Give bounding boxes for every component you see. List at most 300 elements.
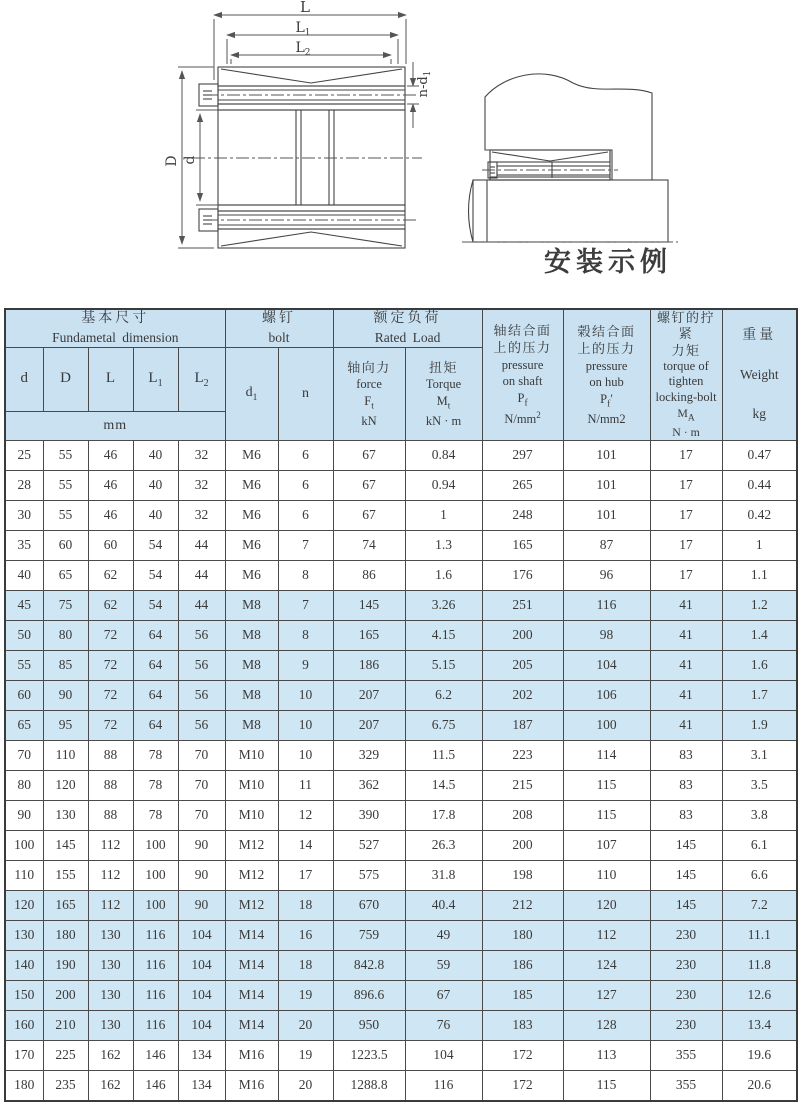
drawing-area	[0, 0, 800, 300]
table-cell: 44	[178, 590, 225, 620]
phub-unit: N/mm2	[587, 411, 626, 426]
table-cell: 83	[650, 740, 722, 770]
table-row	[5, 590, 797, 620]
table-cell: 16	[278, 920, 333, 950]
table-cell: 165	[482, 530, 563, 560]
table-cell: 116	[133, 920, 178, 950]
table-cell: 0.47	[722, 440, 797, 470]
table-cell: 110	[43, 740, 88, 770]
table-cell: 1.1	[722, 560, 797, 590]
table-cell: 112	[563, 920, 650, 950]
table-row	[5, 650, 797, 680]
table-cell: 670	[333, 890, 405, 920]
table-cell: 1.3	[405, 530, 482, 560]
table-cell: 3.8	[722, 800, 797, 830]
table-cell: 297	[482, 440, 563, 470]
table-cell: 55	[43, 500, 88, 530]
header-rated-en: Rated Load	[374, 329, 441, 345]
table-cell: 90	[178, 860, 225, 890]
table-cell: 11.5	[405, 740, 482, 770]
torque-en: Torque	[425, 377, 462, 392]
table-cell: 842.8	[333, 950, 405, 980]
table-cell: 44	[178, 560, 225, 590]
table-cell: 215	[482, 770, 563, 800]
pshaft-en1: pressure	[501, 357, 544, 372]
table-cell: 527	[333, 830, 405, 860]
table-cell: 75	[43, 590, 88, 620]
shaft-section	[462, 180, 678, 242]
table-cell: 208	[482, 800, 563, 830]
table-cell: 130	[88, 980, 133, 1010]
table-cell: 65	[5, 710, 43, 740]
table-cell: 3.5	[722, 770, 797, 800]
table-cell: 10	[278, 680, 333, 710]
table-cell: 128	[563, 1010, 650, 1040]
table-cell: 90	[178, 890, 225, 920]
table-cell: 60	[88, 530, 133, 560]
table-cell: 146	[133, 1070, 178, 1101]
row-group-4	[5, 890, 797, 1040]
table-cell: M6	[225, 560, 278, 590]
table-cell: 104	[405, 1040, 482, 1070]
table-cell: 83	[650, 800, 722, 830]
table-cell: 20	[278, 1070, 333, 1101]
table-cell: 3.26	[405, 590, 482, 620]
table-cell: 0.84	[405, 440, 482, 470]
table-cell: M14	[225, 920, 278, 950]
dimension-label-L: L	[300, 0, 310, 16]
table-cell: 41	[650, 620, 722, 650]
table-cell: 46	[88, 500, 133, 530]
table-cell: 18	[278, 890, 333, 920]
table-cell: 172	[482, 1070, 563, 1101]
table-cell: 6	[278, 440, 333, 470]
table-cell: M12	[225, 860, 278, 890]
table-cell: 127	[563, 980, 650, 1010]
table-cell: 30	[5, 500, 43, 530]
table-cell: 1288.8	[333, 1070, 405, 1101]
table-cell: 104	[178, 950, 225, 980]
installation-view-drawing	[462, 74, 678, 278]
table-cell: 80	[5, 770, 43, 800]
table-cell: 1	[722, 530, 797, 560]
table-row	[5, 770, 797, 800]
table-cell: 13.4	[722, 1010, 797, 1040]
table-cell: 59	[405, 950, 482, 980]
table-row	[5, 980, 797, 1010]
table-cell: 9	[278, 650, 333, 680]
table-cell: 251	[482, 590, 563, 620]
table-cell: 100	[563, 710, 650, 740]
table-row	[5, 1010, 797, 1040]
table-cell: 8	[278, 560, 333, 590]
table-cell: M8	[225, 590, 278, 620]
dimension-label-D: D	[164, 155, 180, 167]
header-col-D: D	[43, 348, 88, 412]
table-cell: 10	[278, 710, 333, 740]
table-cell: 172	[482, 1040, 563, 1070]
table-cell: 355	[650, 1070, 722, 1101]
table-cell: 146	[133, 1040, 178, 1070]
table-row	[5, 620, 797, 650]
table-cell: 124	[563, 950, 650, 980]
table-cell: 100	[5, 830, 43, 860]
ma-symbol: $M_A$	[677, 405, 695, 423]
table-cell: 17	[650, 500, 722, 530]
table-cell: 67	[333, 470, 405, 500]
table-row	[5, 740, 797, 770]
table-cell: 101	[563, 470, 650, 500]
table-cell: 72	[88, 650, 133, 680]
table-cell: 17	[650, 530, 722, 560]
table-row	[5, 950, 797, 980]
table-cell: 32	[178, 470, 225, 500]
installation-caption: 安装示例	[544, 247, 672, 278]
table-cell: 186	[482, 950, 563, 980]
table-cell: 72	[88, 680, 133, 710]
table-cell: 223	[482, 740, 563, 770]
force-en: force	[356, 377, 382, 392]
table-cell: 575	[333, 860, 405, 890]
force-zh: 轴向力	[347, 359, 391, 375]
bore	[218, 110, 405, 205]
table-cell: 40	[133, 470, 178, 500]
ma-zh2: 力矩	[671, 342, 701, 358]
table-cell: 11.8	[722, 950, 797, 980]
table-cell: 183	[482, 1010, 563, 1040]
table-cell: 116	[563, 590, 650, 620]
table-cell: 162	[88, 1040, 133, 1070]
table-row	[5, 560, 797, 590]
table-cell: 67	[333, 440, 405, 470]
row-group-1	[5, 440, 797, 590]
table-cell: 130	[88, 920, 133, 950]
table-cell: 6.1	[722, 830, 797, 860]
table-cell: 116	[133, 980, 178, 1010]
table-cell: 100	[133, 860, 178, 890]
table-cell: 76	[405, 1010, 482, 1040]
table-cell: 78	[133, 740, 178, 770]
table-row	[5, 800, 797, 830]
row-group-2	[5, 590, 797, 740]
table-cell: 17	[650, 440, 722, 470]
table-cell: M16	[225, 1070, 278, 1101]
header-col-L1: $L_1$	[133, 348, 178, 412]
header-weight	[722, 309, 797, 440]
table-cell: 1.6	[722, 650, 797, 680]
dimension-label-d: d	[182, 155, 198, 165]
table-cell: 60	[5, 680, 43, 710]
table-cell: 390	[333, 800, 405, 830]
table-cell: 35	[5, 530, 43, 560]
weight-unit: kg	[752, 406, 767, 422]
table-cell: 0.42	[722, 500, 797, 530]
header-col-n: n	[278, 348, 333, 441]
table-cell: 56	[178, 620, 225, 650]
table-cell: 187	[482, 710, 563, 740]
table-cell: 116	[133, 950, 178, 980]
table-cell: 54	[133, 590, 178, 620]
table-cell: 72	[88, 710, 133, 740]
table-cell: 54	[133, 560, 178, 590]
table-cell: 0.94	[405, 470, 482, 500]
table-cell: 17	[650, 470, 722, 500]
row-group-3	[5, 740, 797, 890]
ma-en1: torque of	[663, 358, 709, 373]
table-cell: 64	[133, 680, 178, 710]
header-col-L: L	[88, 348, 133, 412]
dimension-d	[182, 110, 218, 205]
table-cell: 180	[5, 1070, 43, 1101]
table-cell: M6	[225, 500, 278, 530]
table-row	[5, 440, 797, 470]
ma-en2: tighten	[668, 374, 704, 389]
header-mm-unit: mm	[5, 411, 225, 440]
dimension-L2	[231, 40, 391, 64]
table-cell: 70	[178, 770, 225, 800]
table-cell: 207	[333, 680, 405, 710]
table-cell: 95	[43, 710, 88, 740]
table-cell: 235	[43, 1070, 88, 1101]
table-cell: M8	[225, 620, 278, 650]
table-cell: 25	[5, 440, 43, 470]
table-cell: 205	[482, 650, 563, 680]
table-cell: 113	[563, 1040, 650, 1070]
table-cell: 90	[5, 800, 43, 830]
table-cell: 180	[43, 920, 88, 950]
phub-symbol: $P_f'$	[600, 391, 613, 410]
ma-unit: N · m	[672, 424, 700, 439]
table-cell: 120	[563, 890, 650, 920]
dimension-label-L1: $L_1$	[295, 20, 311, 38]
table-row	[5, 680, 797, 710]
table-cell: 248	[482, 500, 563, 530]
table-cell: 207	[333, 710, 405, 740]
table-cell: 212	[482, 890, 563, 920]
table-cell: 11	[278, 770, 333, 800]
header-basic-dimension	[5, 309, 225, 348]
table-cell: 115	[563, 1070, 650, 1101]
table-cell: 90	[43, 680, 88, 710]
table-cell: 56	[178, 650, 225, 680]
table-cell: 32	[178, 500, 225, 530]
header-bolt-en: bolt	[268, 329, 290, 345]
table-cell: 8	[278, 620, 333, 650]
table-cell: M14	[225, 1010, 278, 1040]
header-pressure-on-shaft	[482, 309, 563, 440]
table-cell: 46	[88, 470, 133, 500]
table-cell: 120	[43, 770, 88, 800]
table-cell: 67	[333, 500, 405, 530]
table-cell: 88	[88, 740, 133, 770]
header-bolt-zh: 螺钉	[262, 311, 297, 327]
table-cell: 0.44	[722, 470, 797, 500]
table-cell: M12	[225, 890, 278, 920]
table-cell: 80	[43, 620, 88, 650]
table-cell: 20.6	[722, 1070, 797, 1101]
table-cell: 19.6	[722, 1040, 797, 1070]
dimension-L	[214, 0, 406, 80]
table-cell: 112	[88, 890, 133, 920]
table-cell: 45	[5, 590, 43, 620]
sectional-view-drawing	[164, 0, 433, 248]
table-cell: 230	[650, 920, 722, 950]
table-row	[5, 470, 797, 500]
table-cell: 50	[5, 620, 43, 650]
table-cell: 55	[43, 470, 88, 500]
table-cell: 6.75	[405, 710, 482, 740]
table-cell: 88	[88, 800, 133, 830]
table-cell: 44	[178, 530, 225, 560]
table-cell: 120	[5, 890, 43, 920]
header-rated-zh: 额定负荷	[373, 311, 442, 327]
table-cell: 170	[5, 1040, 43, 1070]
header-tightening-torque	[650, 309, 722, 440]
table-cell: 110	[563, 860, 650, 890]
table-cell: 155	[43, 860, 88, 890]
table-cell: 67	[405, 980, 482, 1010]
table-cell: 86	[333, 560, 405, 590]
table-cell: 18	[278, 950, 333, 980]
table-cell: 114	[563, 740, 650, 770]
table-cell: 230	[650, 980, 722, 1010]
table-cell: 40	[5, 560, 43, 590]
table-cell: 40.4	[405, 890, 482, 920]
table-row	[5, 1070, 797, 1101]
table-cell: 60	[43, 530, 88, 560]
table-cell: 200	[482, 830, 563, 860]
pshaft-unit: $N/mm^2$	[504, 409, 541, 427]
table-cell: 6.6	[722, 860, 797, 890]
phub-en2: on hub	[589, 375, 624, 390]
table-cell: 104	[563, 650, 650, 680]
table-cell: 14.5	[405, 770, 482, 800]
table-row	[5, 530, 797, 560]
table-cell: 130	[5, 920, 43, 950]
header-rated-load	[333, 309, 482, 348]
phub-en1: pressure	[585, 358, 628, 373]
table-cell: 41	[650, 710, 722, 740]
table-cell: 40	[133, 440, 178, 470]
header-bolt	[225, 309, 333, 348]
table-cell: 74	[333, 530, 405, 560]
table-cell: 1.9	[722, 710, 797, 740]
table-cell: 200	[43, 980, 88, 1010]
table-cell: M8	[225, 680, 278, 710]
table-cell: 64	[133, 620, 178, 650]
table-cell: 165	[43, 890, 88, 920]
phub-zh1: 榖结合面	[577, 323, 636, 339]
table-cell: M10	[225, 800, 278, 830]
table-cell: 83	[650, 770, 722, 800]
table-cell: 101	[563, 500, 650, 530]
table-row	[5, 1040, 797, 1070]
table-row	[5, 860, 797, 890]
table-cell: 210	[43, 1010, 88, 1040]
table-cell: M10	[225, 770, 278, 800]
table-cell: 41	[650, 590, 722, 620]
table-cell: 4.15	[405, 620, 482, 650]
table-cell: M8	[225, 650, 278, 680]
table-cell: 46	[88, 440, 133, 470]
table-row	[5, 830, 797, 860]
table-cell: 64	[133, 710, 178, 740]
table-cell: 110	[5, 860, 43, 890]
table-cell: 130	[88, 950, 133, 980]
row-group-5	[5, 1040, 797, 1101]
table-cell: 12.6	[722, 980, 797, 1010]
spec-table	[4, 308, 798, 1102]
table-cell: 225	[43, 1040, 88, 1070]
header-col-d1: $d_1$	[225, 348, 278, 441]
table-cell: 115	[563, 770, 650, 800]
pshaft-symbol: $P_f$	[517, 390, 528, 409]
table-cell: 78	[133, 770, 178, 800]
table-cell: 88	[88, 770, 133, 800]
table-cell: 64	[133, 650, 178, 680]
table-cell: 6	[278, 470, 333, 500]
table-cell: 55	[43, 440, 88, 470]
table-cell: 116	[405, 1070, 482, 1101]
header-basic-en: Fundametal dimension	[52, 329, 179, 345]
table-cell: 230	[650, 1010, 722, 1040]
header-col-torque	[405, 348, 482, 441]
table-cell: 165	[333, 620, 405, 650]
table-cell: 104	[178, 920, 225, 950]
table-cell: 145	[333, 590, 405, 620]
table-cell: 70	[178, 800, 225, 830]
table-cell: 19	[278, 980, 333, 1010]
table-cell: 49	[405, 920, 482, 950]
table-cell: 106	[563, 680, 650, 710]
table-cell: 100	[133, 830, 178, 860]
table-cell: 265	[482, 470, 563, 500]
table-cell: 950	[333, 1010, 405, 1040]
table-cell: 202	[482, 680, 563, 710]
ma-zh1: 螺钉的拧紧	[657, 310, 716, 342]
pshaft-zh2: 上的压力	[493, 340, 552, 356]
table-cell: 115	[563, 800, 650, 830]
table-cell: 134	[178, 1040, 225, 1070]
table-cell: 28	[5, 470, 43, 500]
table-cell: 70	[5, 740, 43, 770]
ma-en3: locking-bolt	[655, 390, 717, 404]
table-cell: 56	[178, 680, 225, 710]
table-cell: 96	[563, 560, 650, 590]
table-cell: 150	[5, 980, 43, 1010]
table-cell: 5.15	[405, 650, 482, 680]
table-cell: 87	[563, 530, 650, 560]
table-cell: 107	[563, 830, 650, 860]
dimension-label-L2: $L_2$	[295, 40, 311, 58]
table-cell: 55	[5, 650, 43, 680]
dimension-L1	[227, 20, 398, 64]
table-cell: 230	[650, 950, 722, 980]
force-unit: kN	[361, 413, 377, 428]
table-cell: 104	[178, 980, 225, 1010]
torque-unit: kN · m	[425, 413, 462, 428]
table-cell: 1.7	[722, 680, 797, 710]
table-cell: 116	[133, 1010, 178, 1040]
table-cell: M6	[225, 530, 278, 560]
table-cell: 134	[178, 1070, 225, 1101]
table-cell: 1.2	[722, 590, 797, 620]
table-cell: M6	[225, 440, 278, 470]
table-cell: 104	[178, 1010, 225, 1040]
table-cell: 98	[563, 620, 650, 650]
table-cell: 145	[43, 830, 88, 860]
table-cell: 62	[88, 590, 133, 620]
